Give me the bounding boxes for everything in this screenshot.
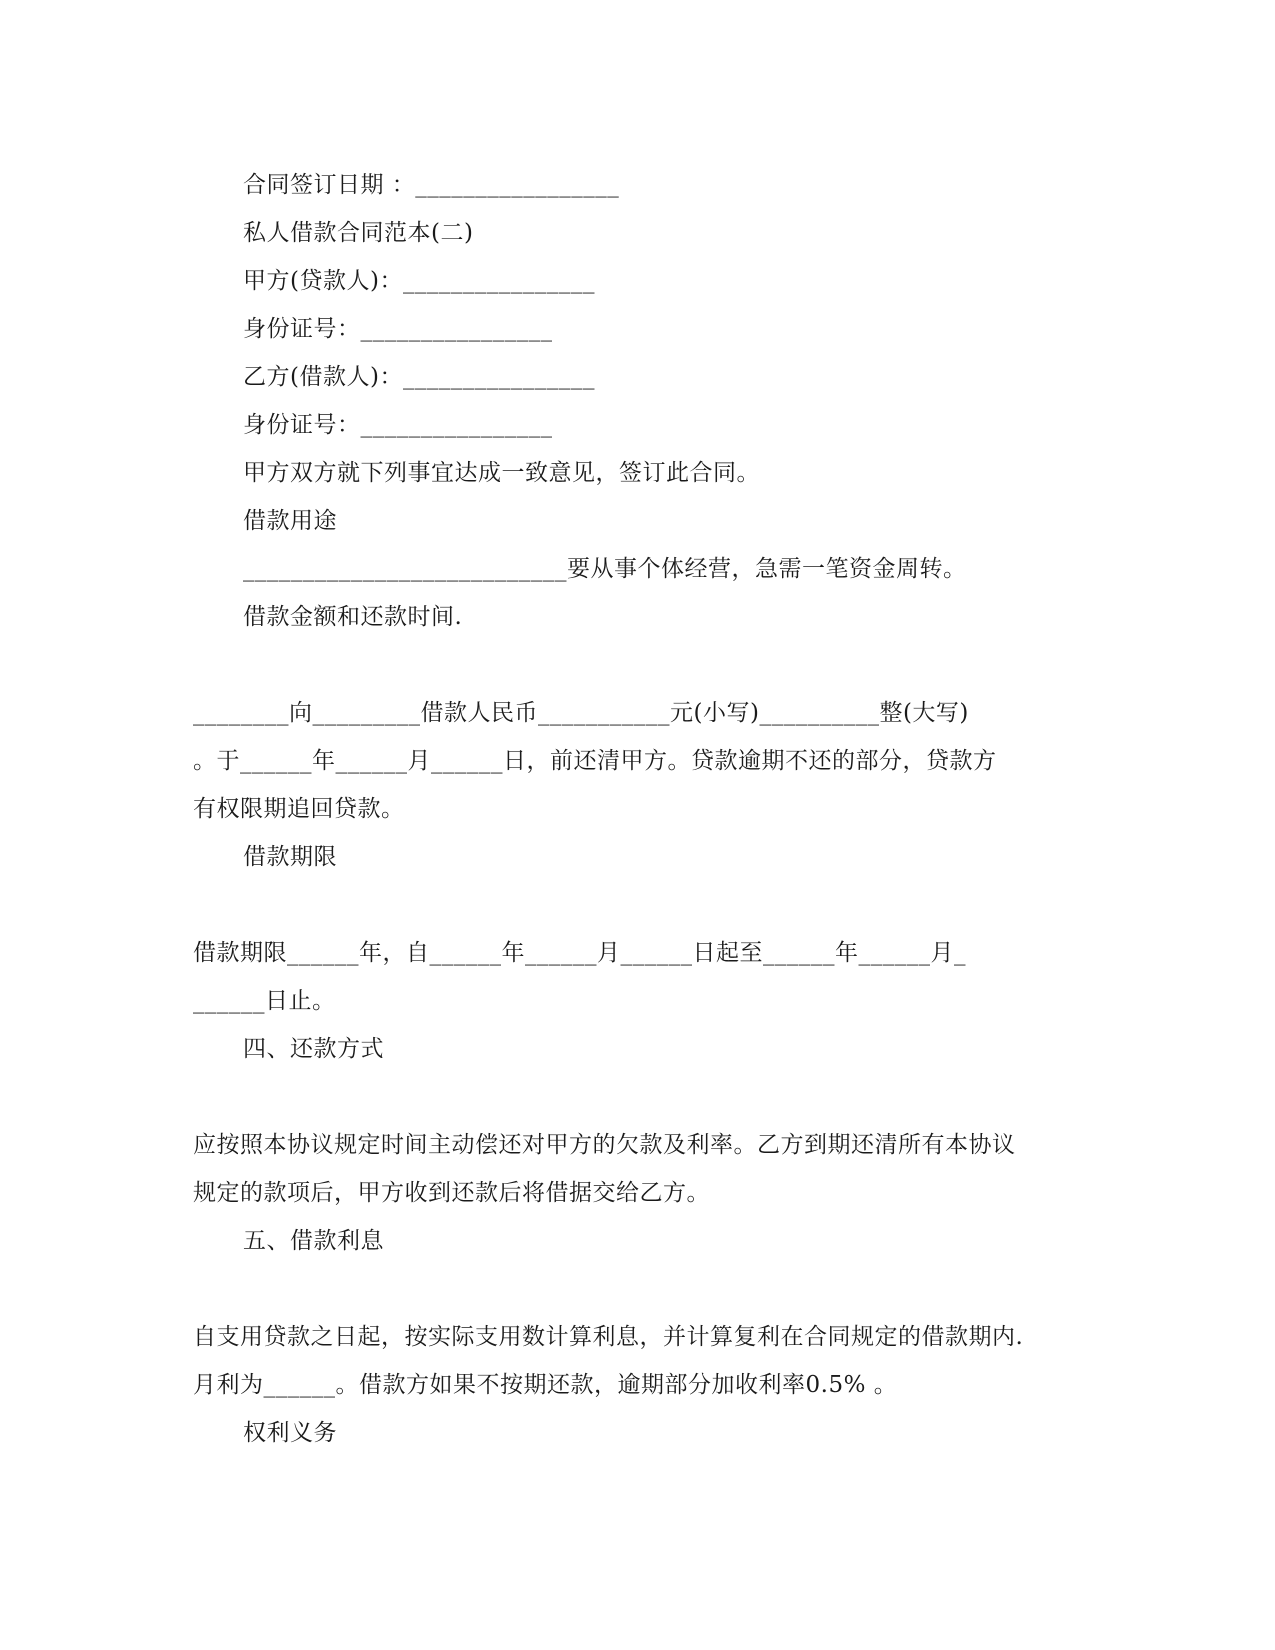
amount-paragraph-line-3: 有权限期追回贷款。	[193, 796, 405, 822]
lender-id-line: 身份证号：________________	[243, 316, 553, 342]
agreement-intro: 甲方双方就下列事宜达成一致意见，签订此合同。	[243, 460, 760, 486]
contract-title: 私人借款合同范本(二)	[243, 220, 474, 246]
amount-paragraph-line-2: 。于______年______月______日，前还清甲方。贷款逾期不还的部分，贷款方	[193, 748, 997, 774]
section-loan-interest: 五、借款利息	[243, 1228, 384, 1254]
amount-paragraph-line-1: ________向_________借款人民币___________元(小写)__________整(大写)	[193, 700, 969, 726]
section-loan-term: 借款期限	[243, 844, 337, 870]
section-loan-purpose: 借款用途	[243, 508, 337, 534]
lender-line: 甲方(贷款人)：________________	[243, 268, 595, 294]
section-repayment-method: 四、还款方式	[243, 1036, 384, 1062]
borrower-id-line: 身份证号：________________	[243, 412, 553, 438]
interest-paragraph-line-1: 自支用贷款之日起，按实际支用数计算利息，并计算复利在合同规定的借款期内.	[193, 1324, 1024, 1350]
interest-paragraph-line-2: 月利为______。借款方如果不按期还款，逾期部分加收利率0.5% 。	[193, 1372, 898, 1398]
borrower-line: 乙方(借款人)：________________	[243, 364, 595, 390]
signing-date-line: 合同签订日期 ：_________________	[243, 172, 620, 198]
section-rights-obligations: 权利义务	[243, 1420, 337, 1446]
repayment-paragraph-line-1: 应按照本协议规定时间主动偿还对甲方的欠款及利率。乙方到期还清所有本协议	[193, 1132, 1016, 1158]
loan-purpose-text: ___________________________要从事个体经营，急需一笔资金周转。	[243, 556, 967, 582]
term-paragraph-line-2: ______日止。	[193, 988, 336, 1014]
section-amount-repayment: 借款金额和还款时间.	[243, 604, 463, 630]
repayment-paragraph-line-2: 规定的款项后，甲方收到还款后将借据交给乙方。	[193, 1180, 710, 1206]
term-paragraph-line-1: 借款期限______年，自______年______月______日起至______年______月_	[193, 940, 966, 966]
